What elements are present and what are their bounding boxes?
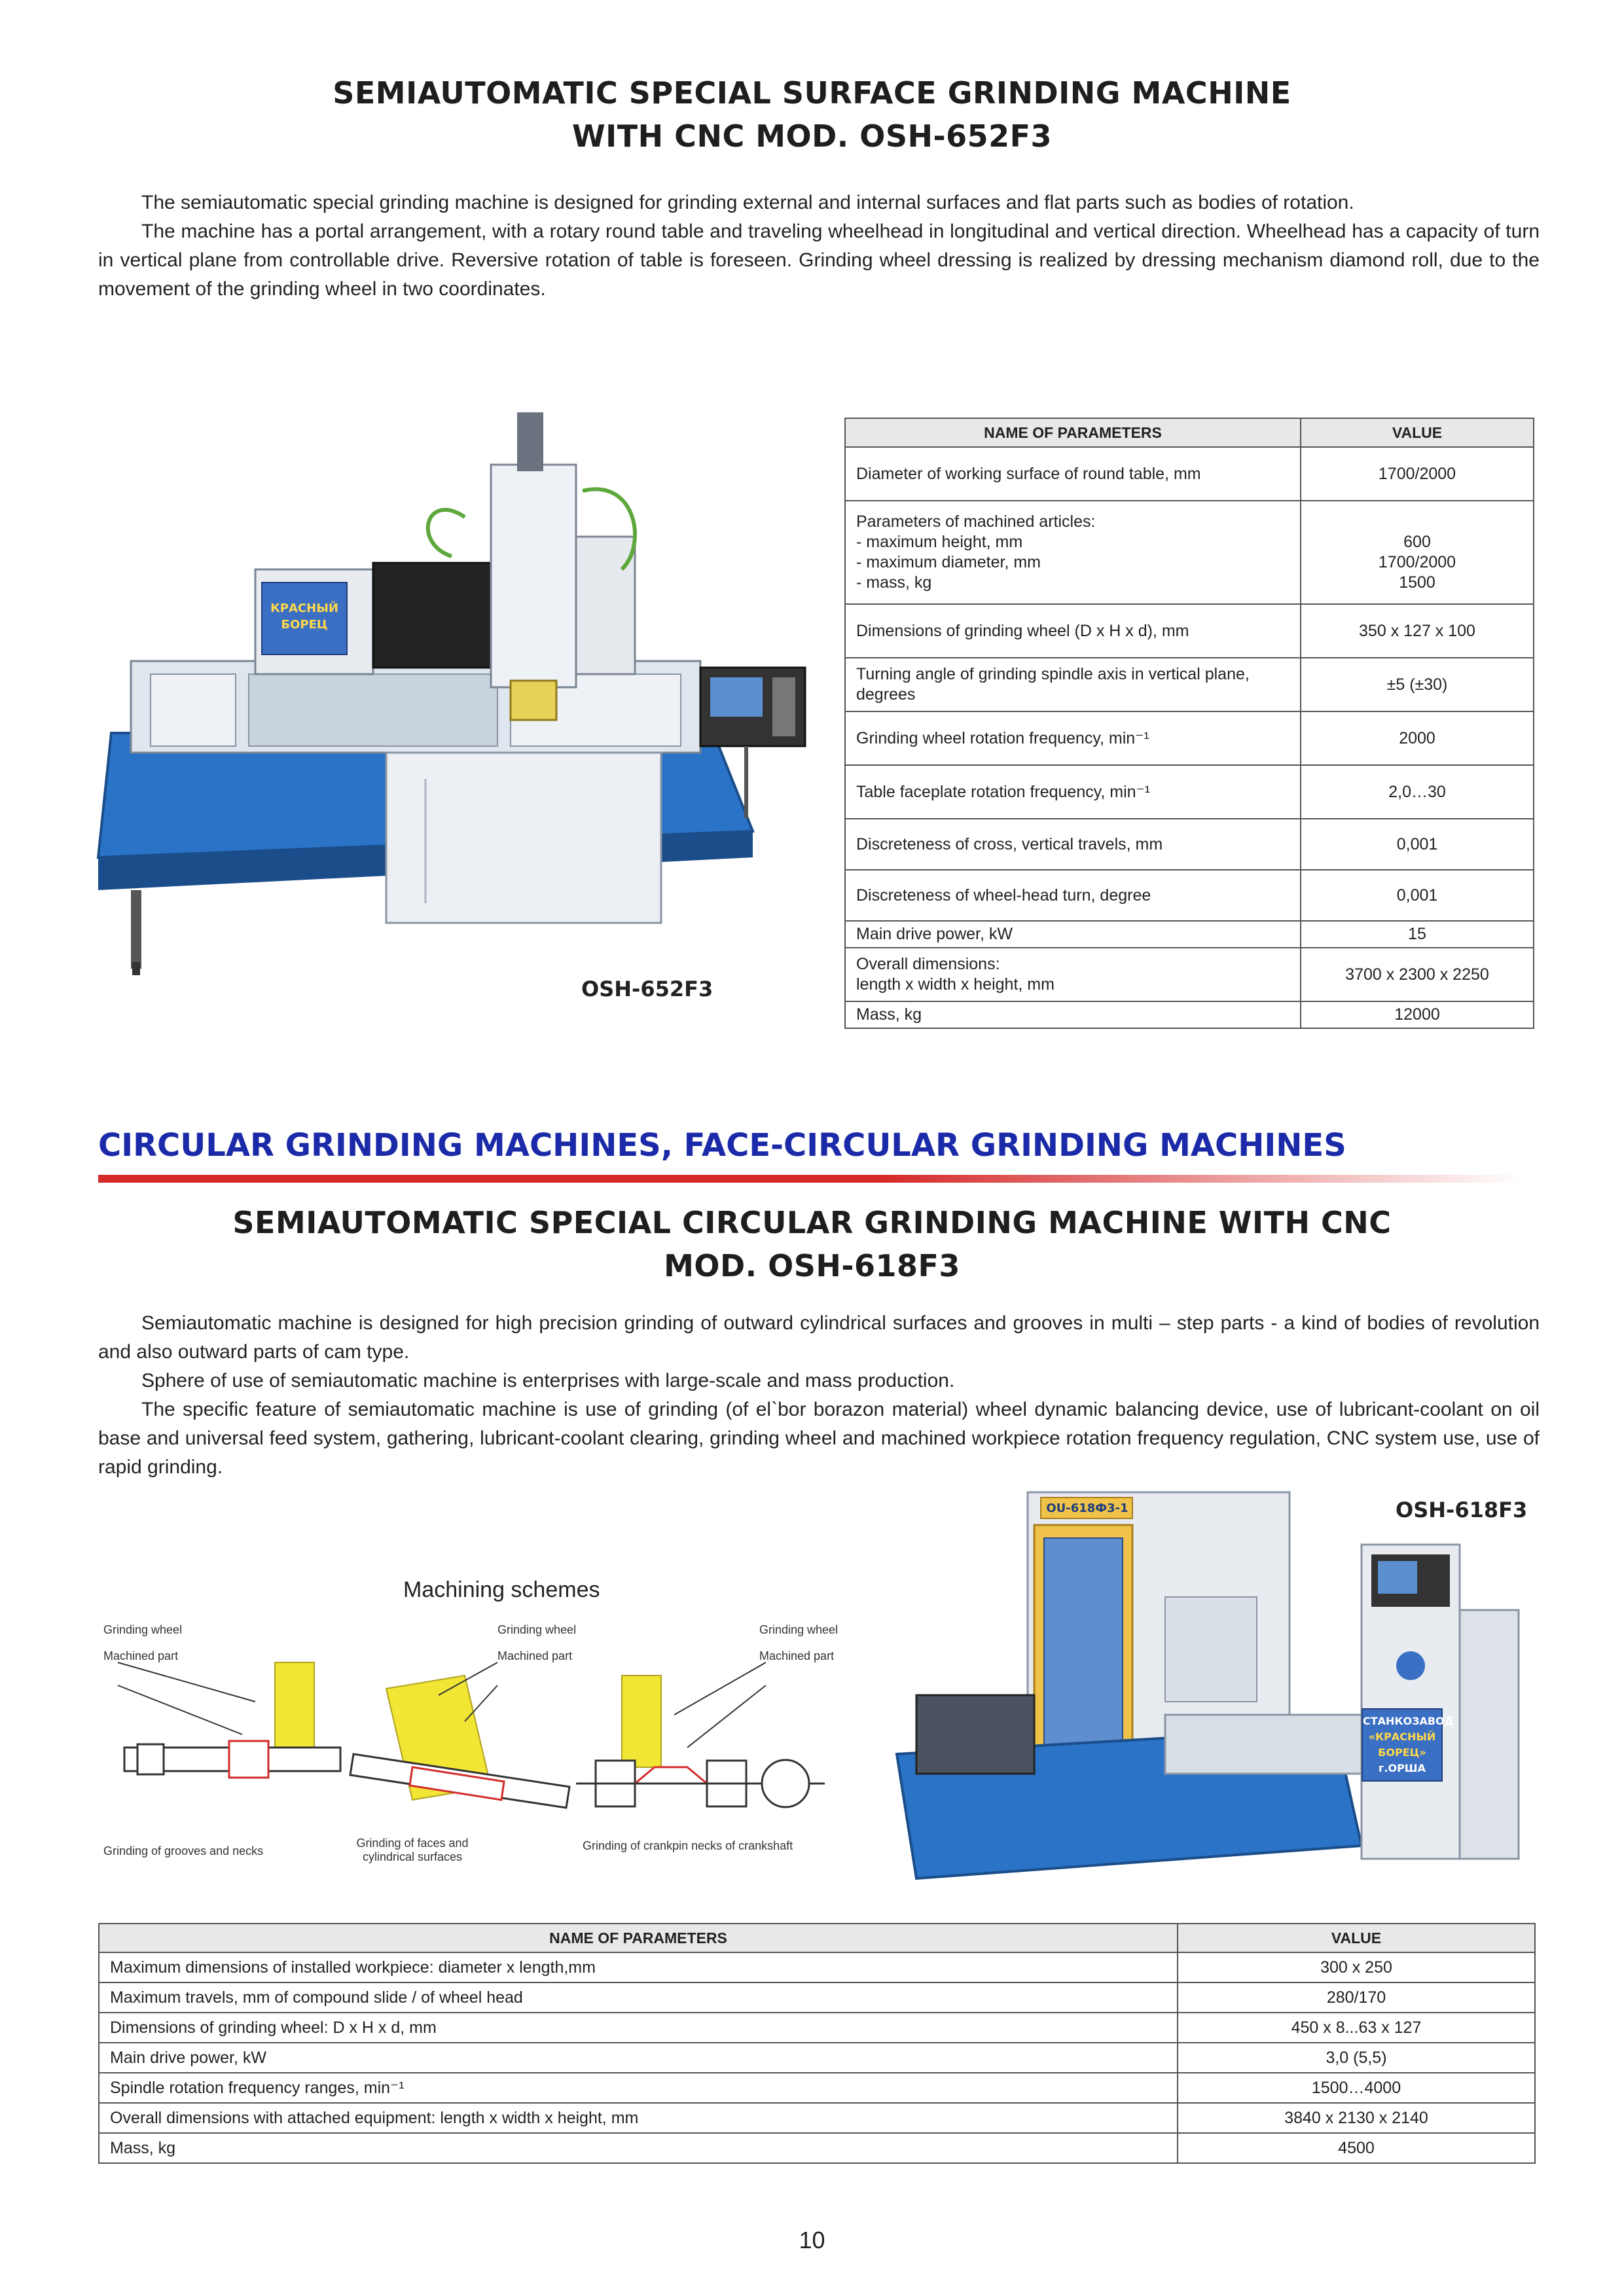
param-value: 0,001 — [1301, 870, 1534, 921]
table-header-row — [99, 1924, 1535, 1952]
header-name-of-parameters: NAME OF PARAMETERS — [99, 1924, 1178, 1952]
header-value: VALUE — [1178, 1924, 1535, 1952]
param-name: Maximum dimensions of installed workpiece: diameter x length,mm — [99, 1952, 1178, 1982]
section1-para2: The machine has a portal arrangement, with a rotary round table and traveling wheelhead in longitudinal and vertical direction. Wheelhead has a capacity of turn in vertical plane from controllable drive. Reversive rotation of table is foreseen. Grinding wheel dressing is realized by dressing mechanism diamond roll, due to the movement of the grinding wheel in two coordinates. — [98, 221, 1540, 300]
section2-para1: Semiautomatic machine is designed for high precision grinding of outward cylindrical surfaces and grooves in multi – step parts - a kind of bodies of revolution and also outward parts of cam type. — [98, 1312, 1540, 1363]
photo-label-osh-618f3: OSH-618F3 — [1396, 1498, 1528, 1522]
table-row — [845, 765, 1534, 819]
section1-title-line1: SEMIAUTOMATIC SPECIAL SURFACE GRINDING MACHINE — [333, 75, 1291, 111]
param-name: Overall dimensions: length x width x height, mm — [845, 948, 1301, 1001]
table-row — [845, 711, 1534, 765]
param-name: Main drive power, kW — [99, 2043, 1178, 2073]
table-row — [845, 447, 1534, 501]
parameters-table-osh-618f3 — [98, 1923, 1536, 2164]
machine-photo-osh-652f3 — [59, 386, 844, 1041]
header-name-of-parameters: NAME OF PARAMETERS — [845, 418, 1301, 447]
table-row — [845, 658, 1534, 711]
page-number: 10 — [799, 2227, 825, 2253]
table-row — [845, 604, 1534, 658]
machining-schemes-title: Machining schemes — [403, 1577, 600, 1602]
param-name: Grinding wheel rotation frequency, min⁻¹ — [845, 711, 1301, 765]
param-name: Maximum travels, mm of compound slide / of wheel head — [99, 1982, 1178, 2013]
param-value: 15 — [1301, 921, 1534, 948]
param-value: 280/170 — [1178, 1982, 1535, 2013]
machine-photo-osh-618f3 — [877, 1479, 1538, 1898]
logo-line-2: «КРАСНЫЙ — [1368, 1731, 1436, 1743]
table-row — [845, 1001, 1534, 1028]
scheme1-caption: Grinding of grooves and necks — [103, 1844, 264, 1857]
table-row — [845, 501, 1534, 604]
table-row — [845, 870, 1534, 921]
param-value: 3700 x 2300 x 2250 — [1301, 948, 1534, 1001]
param-value: 600 1700/2000 1500 — [1301, 501, 1534, 604]
section-header-underline — [98, 1175, 1525, 1183]
param-value: 1700/2000 — [1301, 447, 1534, 501]
circular-grinder-illustration — [877, 1479, 1538, 1898]
manufacturer-logo-plate — [1362, 1708, 1454, 1782]
section2-description — [98, 1309, 1540, 1482]
logo-line-3: БОРЕЦ» — [1378, 1746, 1426, 1759]
param-value: ±5 (±30) — [1301, 658, 1534, 711]
param-name: Mass, kg — [99, 2133, 1178, 2163]
scheme3-wheel-label: Grinding wheel — [759, 1623, 839, 1636]
surface-grinder-illustration — [59, 386, 844, 1041]
param-value: 1500…4000 — [1178, 2073, 1535, 2103]
param-value: 12000 — [1301, 1001, 1534, 1028]
section1-title-line2: WITH CNC MOD. OSH-652F3 — [571, 118, 1053, 154]
param-name: Main drive power, kW — [845, 921, 1301, 948]
param-value: 300 x 250 — [1178, 1952, 1535, 1982]
schemes-illustration — [98, 1636, 864, 1833]
table-row — [99, 1982, 1535, 2013]
param-value: 3840 x 2130 x 2140 — [1178, 2103, 1535, 2133]
param-value: 4500 — [1178, 2133, 1535, 2163]
param-name: Discreteness of wheel-head turn, degree — [845, 870, 1301, 921]
section1-description — [98, 188, 1540, 304]
scheme2-caption — [340, 1837, 484, 1864]
scheme2-part-label: Machined part — [497, 1649, 573, 1662]
photo-label-osh-652f3: OSH-652F3 — [581, 977, 713, 1001]
scheme3-caption: Grinding of crankpin necks of crankshaft — [583, 1839, 793, 1852]
scheme2-wheel-label: Grinding wheel — [497, 1623, 577, 1636]
param-name: Overall dimensions with attached equipment: length x width x height, mm — [99, 2103, 1178, 2133]
header-value: VALUE — [1301, 418, 1534, 447]
table-row — [99, 2043, 1535, 2073]
machining-schemes-diagram — [98, 1636, 864, 1833]
machine-plate-label: OU-618Ф3-1 — [1046, 1501, 1128, 1515]
param-value: 3,0 (5,5) — [1178, 2043, 1535, 2073]
table-row — [845, 819, 1534, 870]
param-value: 350 x 127 x 100 — [1301, 604, 1534, 658]
parameters-table-osh-652f3 — [844, 418, 1534, 1029]
table-row — [99, 2073, 1535, 2103]
table-row — [99, 2133, 1535, 2163]
section2-title-line1: SEMIAUTOMATIC SPECIAL CIRCULAR GRINDING MACHINE WITH CNC — [232, 1205, 1392, 1240]
param-name: Spindle rotation frequency ranges, min⁻¹ — [99, 2073, 1178, 2103]
scheme3-part-label: Machined part — [759, 1649, 835, 1662]
section2-title-line2: MOD. OSH-618F3 — [664, 1248, 960, 1283]
logo-line-1: СТАНКОЗАВОД — [1363, 1715, 1454, 1727]
scheme1-wheel-label: Grinding wheel — [103, 1623, 183, 1636]
param-name: Table faceplate rotation frequency, min⁻¹ — [845, 765, 1301, 819]
param-name: Diameter of working surface of round table, mm — [845, 447, 1301, 501]
param-name: Mass, kg — [845, 1001, 1301, 1028]
param-name: Turning angle of grinding spindle axis in vertical plane, degrees — [845, 658, 1301, 711]
table-row — [845, 921, 1534, 948]
table-row — [99, 2013, 1535, 2043]
logo-line-4: г.ОРША — [1379, 1762, 1426, 1774]
table-row — [99, 2103, 1535, 2133]
param-name: Discreteness of cross, vertical travels, mm — [845, 819, 1301, 870]
param-value: 2,0…30 — [1301, 765, 1534, 819]
table-row — [845, 948, 1534, 1001]
section1-para1: The semiautomatic special grinding machine is designed for grinding external and internal surfaces and flat parts such as bodies of rotation. — [141, 192, 1354, 213]
svg-text:КРАСНЫЙ: КРАСНЫЙ — [270, 601, 338, 615]
scheme2-caption-line2: cylindrical surfaces — [362, 1850, 463, 1863]
section-header-circular-grinding: CIRCULAR GRINDING MACHINES, FACE-CIRCULAR GRINDING MACHINES — [98, 1127, 1346, 1164]
scheme2-caption-line1: Grinding of faces and — [356, 1837, 469, 1850]
table-row — [99, 1952, 1535, 1982]
param-name: Parameters of machined articles: - maximum height, mm - maximum diameter, mm - mass, kg — [845, 501, 1301, 604]
param-name: Dimensions of grinding wheel (D x H x d), mm — [845, 604, 1301, 658]
table-header-row — [845, 418, 1534, 447]
param-name: Dimensions of grinding wheel: D x H x d, mm — [99, 2013, 1178, 2043]
param-value: 2000 — [1301, 711, 1534, 765]
section2-para2: Sphere of use of semiautomatic machine is enterprises with large-scale and mass production. — [141, 1370, 955, 1391]
param-value: 450 x 8...63 x 127 — [1178, 2013, 1535, 2043]
scheme1-part-label: Machined part — [103, 1649, 179, 1662]
svg-text:БОРЕЦ: БОРЕЦ — [281, 618, 328, 632]
section2-para3: The specific feature of semiautomatic machine is use of grinding (of el`bor borazon material) wheel dynamic balancing device, use of lubricant-coolant on oil base and universal feed system, gathering, lubricant-coolant clearing, grinding wheel and machined workpiece rotation frequency regulation, CNC system use, use of rapid grinding. — [98, 1399, 1540, 1478]
param-value: 0,001 — [1301, 819, 1534, 870]
